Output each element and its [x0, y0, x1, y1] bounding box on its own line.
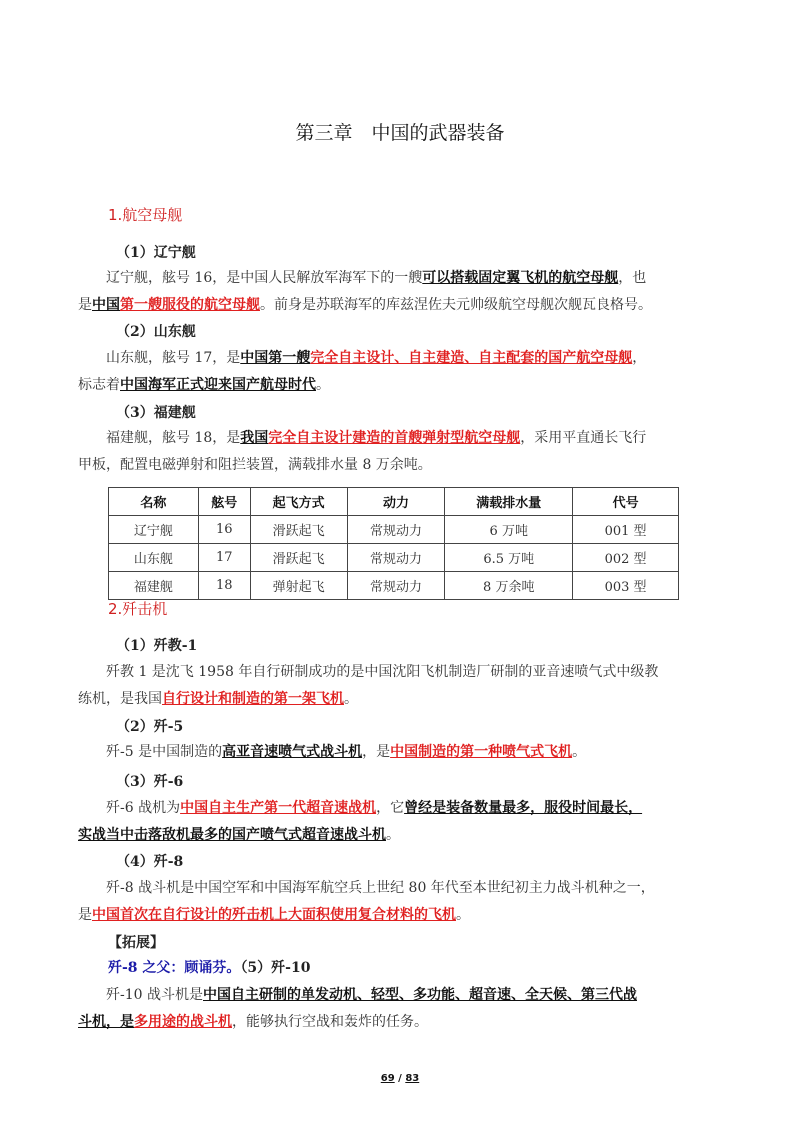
table-cell: 8 万余吨 [445, 572, 573, 600]
key-phrase: 高亚音速喷气式战斗机 [222, 744, 363, 760]
table-header-row [109, 488, 679, 516]
section-heading-carrier: 1.航空母舰 [108, 206, 183, 224]
table-cell: 辽宁舰 [109, 516, 199, 544]
subheading-j8: （4）歼-8 [116, 854, 184, 870]
table-cell: 山东舰 [109, 544, 199, 572]
table-header-cell: 满载排水量 [445, 488, 573, 516]
key-phrase: 中国 [92, 297, 120, 313]
table-cell: 003 型 [573, 572, 679, 600]
subheading-fujian: （3）福建舰 [116, 405, 196, 421]
current-page: 69 [380, 1073, 395, 1084]
table-cell: 滑跃起飞 [250, 516, 347, 544]
blue-note: 歼-8 之父：顾诵芬。 [108, 960, 241, 976]
subheading-j6: （3）歼-6 [116, 774, 184, 790]
total-pages: 83 [405, 1073, 420, 1084]
section-heading-fighter: 2.歼击机 [108, 600, 168, 618]
key-phrase: 可以搭载固定翼飞机的航空母舰 [422, 270, 619, 286]
table-row [109, 572, 679, 600]
carrier-spec-table [108, 487, 679, 600]
extension-line [108, 955, 758, 982]
paragraph-j1: 歼教 1 是沈飞 1958 年自行研制成功的是中国沈阳飞机制造厂研制的亚音速喷气式中级教 练机，是我国自行设计和制造的第一架飞机。 [78, 664, 659, 707]
paragraph-j10: 歼-10 战斗机是中国自主研制的单发动机、轻型、多功能、超音速、全天候、第三代战 斗机，是多用途的战斗机，能够执行空战和轰炸的任务。 [78, 987, 637, 1030]
table-cell: 常规动力 [347, 572, 445, 600]
paragraph-liaoning: 辽宁舰，舷号 16，是中国人民解放军海军下的一艘可以搭载固定翼飞机的航空母舰，也 是中国第一艘服役的航空母舰。前身是苏联海军的库兹涅佐夫元帅级航空母舰次舰瓦良格号。 [78, 270, 652, 313]
highlight-phrase: 中国自主生产第一代超音速战机 [180, 800, 377, 816]
highlight-phrase: 第一艘服役的航空母舰 [120, 297, 260, 313]
highlight-phrase: 自行设计和制造的第一架飞机 [162, 691, 344, 707]
extension-label: 【拓展】 [108, 935, 164, 951]
table-cell: 6 万吨 [445, 516, 573, 544]
highlight-phrase: 完全自主设计建造的首艘弹射型航空母舰 [268, 430, 521, 446]
paragraph-shandong: 山东舰，舷号 17，是中国第一艘完全自主设计、自主建造、自主配套的国产航空母舰， 标志着中国海军正式迎来国产航母时代。 [78, 350, 647, 393]
key-phrase: 我国 [240, 430, 269, 446]
subheading-j5: （2）歼-5 [116, 719, 184, 735]
key-phrase: 中国海军正式迎来国产航母时代 [120, 377, 316, 393]
table-cell: 常规动力 [347, 516, 445, 544]
highlight-phrase: 多用途的战斗机 [134, 1014, 232, 1030]
key-phrase: 中国自主研制的单发动机、轻型、多功能、超音速、全天候、第三代战 [203, 987, 637, 1003]
table-header-cell: 代号 [573, 488, 679, 516]
subheading-j1: （1）歼教-1 [116, 638, 198, 654]
table-row [109, 544, 679, 572]
paragraph-j5: 歼-5 是中国制造的高亚音速喷气式战斗机，是中国制造的第一种喷气式飞机。 [106, 744, 587, 760]
key-phrase: 实战当中击落敌机最多的国产喷气式超音速战斗机 [78, 827, 386, 843]
chapter-title: 第三章 中国的武器装备 [295, 122, 505, 144]
key-phrase: 曾经是装备数量最多，服役时间最长， [404, 800, 643, 816]
page-number: 69 / 83 [380, 1073, 420, 1084]
highlight-phrase: 中国制造的第一种喷气式飞机 [390, 744, 573, 760]
table-header-cell: 名称 [109, 488, 199, 516]
table-cell: 福建舰 [109, 572, 199, 600]
subheading-liaoning: （1）辽宁舰 [116, 245, 196, 261]
table-cell: 滑跃起飞 [250, 544, 347, 572]
key-phrase: 斗机，是 [78, 1014, 134, 1030]
table-cell: 002 型 [573, 544, 679, 572]
table-header-cell: 起飞方式 [250, 488, 347, 516]
table-row [109, 516, 679, 544]
subheading-shandong: （2）山东舰 [116, 324, 196, 340]
table-header-cell: 动力 [347, 488, 445, 516]
paragraph-fujian: 福建舰，舷号 18，是我国完全自主设计建造的首艘弹射型航空母舰，采用平直通长飞行 甲板，配置电磁弹射和阻拦装置，满载排水量 8 万余吨。 [78, 430, 647, 473]
table-cell: 18 [198, 572, 250, 600]
paragraph-j6: 歼-6 战机为中国自主生产第一代超音速战机，它曾经是装备数量最多，服役时间最长， 实战当中击落敌机最多的国产喷气式超音速战斗机。 [78, 800, 643, 843]
table-cell: 17 [198, 544, 250, 572]
table-cell: 6.5 万吨 [445, 544, 573, 572]
table-cell: 16 [198, 516, 250, 544]
table-cell: 常规动力 [347, 544, 445, 572]
highlight-phrase: 完全自主设计、自主建造、自主配套的国产航空母舰 [310, 350, 633, 366]
table-cell: 弹射起飞 [250, 572, 347, 600]
table-header-cell: 舷号 [198, 488, 250, 516]
paragraph-j8: 歼-8 战斗机是中国空军和中国海军航空兵上世纪 80 年代至本世纪初主力战斗机种之一， 是中国首次在自行设计的歼击机上大面积使用复合材料的飞机。 [78, 880, 655, 923]
table-cell: 001 型 [573, 516, 679, 544]
highlight-phrase: 中国首次在自行设计的歼击机上大面积使用复合材料的飞机 [92, 907, 456, 923]
key-phrase: 中国第一艘 [240, 350, 311, 366]
subheading-j10: （5）歼-10 [240, 960, 311, 976]
